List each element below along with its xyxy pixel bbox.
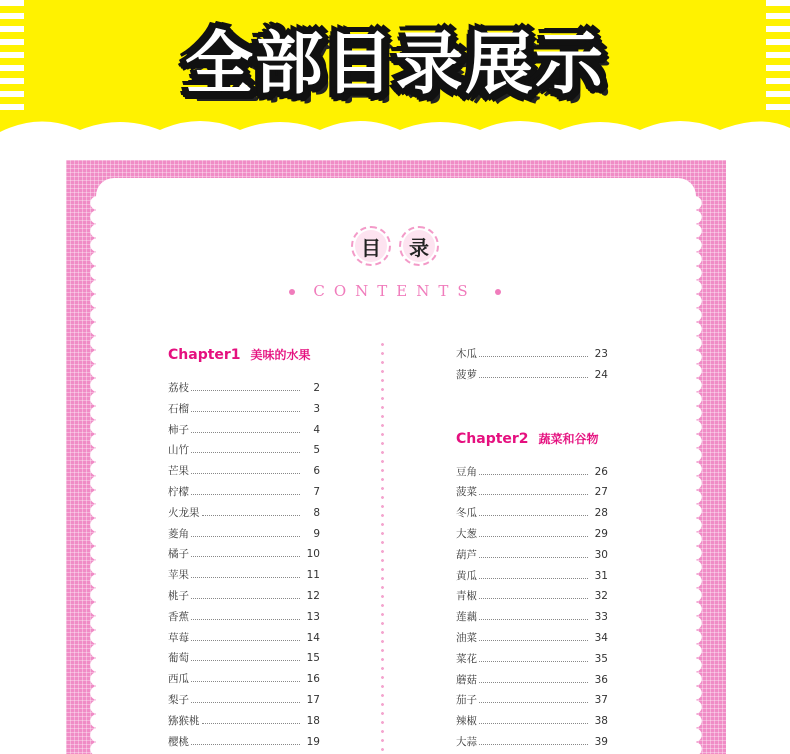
entry-title: 山竹 [168, 444, 189, 457]
page-number: 16 [306, 673, 320, 686]
toc-entry [168, 567, 320, 588]
dot-leader [479, 598, 588, 599]
dot-leader [191, 640, 300, 641]
dot-leader [479, 640, 588, 641]
column-divider [381, 340, 384, 754]
toc-entry [168, 380, 320, 401]
entry-title: 豆角 [456, 465, 477, 478]
page-number: 31 [594, 569, 608, 582]
dot-leader [479, 557, 588, 558]
dot-decoration [495, 289, 501, 295]
dot-leader [479, 723, 588, 724]
page-number: 29 [594, 527, 608, 540]
page-number: 27 [594, 486, 608, 499]
entry-title: 芒果 [168, 465, 189, 478]
entry-title: 辣椒 [456, 715, 477, 728]
entry-title: 菠萝 [456, 368, 477, 381]
toc-entry [456, 713, 608, 734]
toc-entry [168, 401, 320, 422]
entry-title: 黄瓜 [456, 569, 477, 582]
toc-entry [456, 505, 608, 526]
page-number: 35 [594, 652, 608, 665]
page-title: 全部目录展示 [184, 25, 605, 104]
entry-title: 蘑菇 [456, 673, 477, 686]
dot-leader [479, 578, 588, 579]
toc-entry [456, 568, 608, 589]
entry-title: 冬瓜 [456, 507, 477, 520]
toc-entry [168, 609, 320, 630]
toc-entry [168, 713, 320, 734]
page-number: 26 [594, 465, 608, 478]
toc-entry [168, 546, 320, 567]
toc-entry [456, 672, 608, 693]
page-number: 12 [306, 589, 320, 602]
dot-leader [479, 377, 588, 378]
dot-leader [191, 432, 300, 433]
entry-title: 樱桃 [168, 735, 189, 748]
toc-entry [456, 588, 608, 609]
page-number: 5 [313, 444, 320, 457]
toc-entry [456, 547, 608, 568]
dot-leader [191, 681, 300, 682]
page-number: 39 [594, 735, 608, 748]
dot-leader [191, 744, 300, 745]
toc-entry [168, 422, 320, 443]
dot-leader [479, 494, 588, 495]
toc-entry [168, 692, 320, 713]
toc-entry [456, 484, 608, 505]
page-number: 34 [594, 631, 608, 644]
dot-leader [191, 598, 300, 599]
entry-title: 菜花 [456, 652, 477, 665]
toc-entry [168, 505, 320, 526]
entry-title: 菱角 [168, 527, 189, 540]
banner-cloud-edge [0, 112, 790, 132]
dot-leader [191, 536, 300, 537]
entry-title: 石榴 [168, 402, 189, 415]
paper-scallop-top [102, 183, 690, 197]
page-number: 13 [306, 610, 320, 623]
entry-title: 青椒 [456, 590, 477, 603]
dot-leader [479, 682, 588, 683]
entry-title: 西瓜 [168, 673, 189, 686]
page-number: 28 [594, 507, 608, 520]
page-number: 38 [594, 715, 608, 728]
toc-entry [456, 609, 608, 630]
page-number: 24 [594, 368, 608, 381]
entry-title: 柿子 [168, 423, 189, 436]
entry-title: 桃子 [168, 589, 189, 602]
entry-title: 苹果 [168, 569, 189, 582]
dot-leader [191, 577, 300, 578]
paper-scallop-left [90, 196, 104, 754]
page-number: 23 [594, 348, 608, 360]
toc-entry [168, 650, 320, 671]
entry-title: 草莓 [168, 631, 189, 644]
page-number: 32 [594, 590, 608, 603]
dot-leader [479, 744, 588, 745]
toc-entry [168, 526, 320, 547]
toc-entry [456, 692, 608, 713]
page-number: 33 [594, 611, 608, 624]
toc-entry [456, 346, 608, 367]
dot-leader [191, 411, 300, 412]
entry-title: 油菜 [456, 631, 477, 644]
entry-title: 橘子 [168, 548, 189, 561]
entry-title: 茄子 [456, 694, 477, 707]
dot-leader [479, 536, 588, 537]
heading-badge: 录 [399, 226, 439, 266]
toc-column-right [456, 346, 608, 754]
entry-title: 火龙果 [168, 506, 200, 519]
page-number: 37 [594, 694, 608, 707]
dot-leader [202, 723, 301, 724]
entry-title: 葡萄 [168, 652, 189, 665]
dot-leader [191, 473, 300, 474]
toc-list [456, 464, 608, 754]
entry-title: 猕猴桃 [168, 714, 200, 727]
toc-entry [456, 367, 608, 388]
dot-leader [191, 452, 300, 453]
chapter-heading: Chapter2 蔬菜和谷物 [456, 430, 599, 447]
toc-entry [456, 734, 608, 754]
toc-entry [168, 734, 320, 754]
entry-title: 柠檬 [168, 485, 189, 498]
page-number: 11 [306, 569, 320, 582]
page-number: 15 [306, 652, 320, 665]
toc-entry [168, 463, 320, 484]
entry-title: 荔枝 [168, 382, 189, 394]
page-number: 18 [306, 714, 320, 727]
dot-leader [479, 702, 588, 703]
page-number: 8 [313, 506, 320, 519]
entry-title: 葫芦 [456, 548, 477, 561]
dot-leader [191, 619, 300, 620]
entry-title: 菠菜 [456, 486, 477, 499]
page-number: 19 [306, 735, 320, 748]
page-number: 4 [313, 423, 320, 436]
dot-leader [202, 515, 301, 516]
page-number: 30 [594, 548, 608, 561]
page-number: 2 [313, 382, 320, 394]
contents-subtitle: CONTENTS [0, 282, 790, 300]
page-number: 6 [313, 465, 320, 478]
dot-leader [479, 515, 588, 516]
heading-badge: 目 [351, 226, 391, 266]
dot-leader [191, 660, 300, 661]
dot-leader [479, 661, 588, 662]
dot-decoration [289, 289, 295, 295]
entry-title: 香蕉 [168, 610, 189, 623]
toc-entry [456, 651, 608, 672]
dot-leader [479, 474, 588, 475]
entry-title: 梨子 [168, 693, 189, 706]
dot-leader [479, 619, 588, 620]
toc-list [456, 346, 608, 388]
toc-list [168, 380, 320, 754]
page-number: 36 [594, 673, 608, 686]
dot-leader [191, 556, 300, 557]
toc-entry [168, 442, 320, 463]
page-number: 3 [313, 402, 320, 415]
toc-entry [168, 630, 320, 651]
dot-leader [191, 702, 300, 703]
page-number: 7 [313, 485, 320, 498]
page-number: 14 [306, 631, 320, 644]
dot-leader [191, 390, 300, 391]
toc-column-left [168, 346, 320, 754]
chapter-heading: Chapter1 美味的水果 [168, 347, 311, 363]
paper-scallop-right [688, 196, 702, 754]
page-number: 10 [306, 548, 320, 561]
toc-entry [168, 671, 320, 692]
toc-entry [456, 526, 608, 547]
toc-heading [0, 226, 790, 266]
entry-title: 大葱 [456, 527, 477, 540]
dot-leader [479, 356, 588, 357]
toc-entry [456, 630, 608, 651]
entry-title: 莲藕 [456, 611, 477, 624]
toc-entry [168, 588, 320, 609]
toc-entry [168, 484, 320, 505]
entry-title: 木瓜 [456, 348, 477, 360]
toc-entry [456, 464, 608, 485]
page-number: 9 [313, 527, 320, 540]
entry-title: 大蒜 [456, 735, 477, 748]
dot-leader [191, 494, 300, 495]
page-number: 17 [306, 693, 320, 706]
title-banner [0, 0, 790, 132]
